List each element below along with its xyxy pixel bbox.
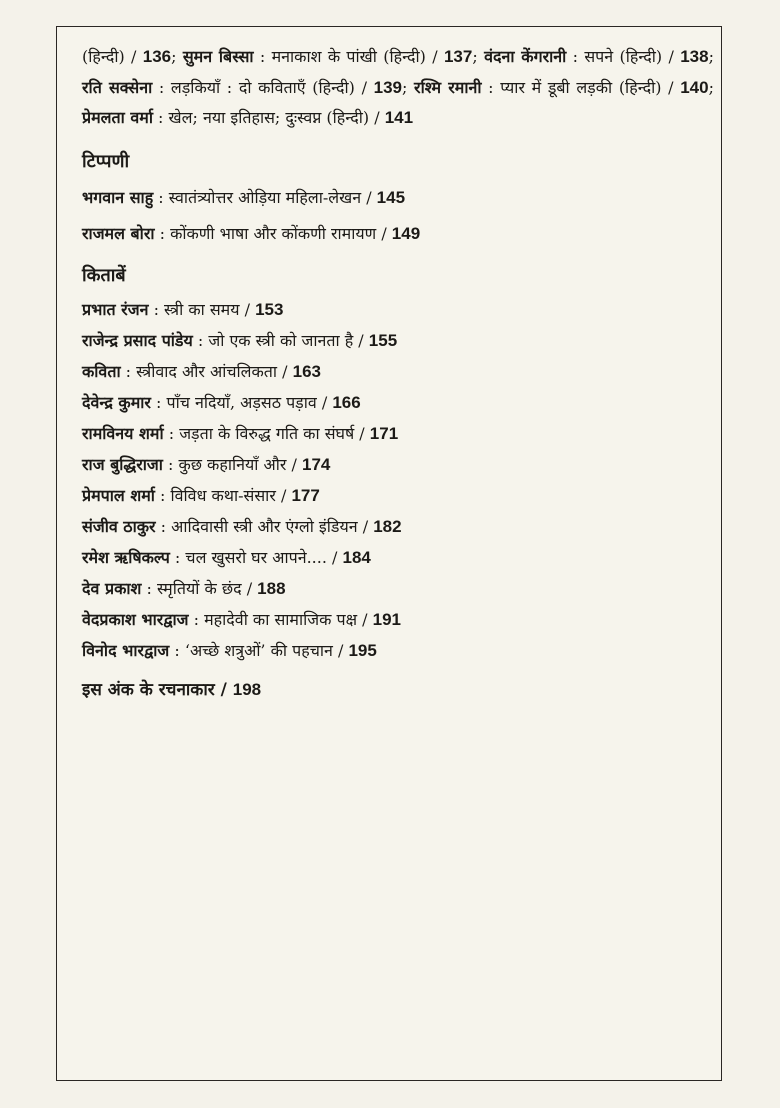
toc-entry: वेदप्रकाश भारद्वाज : महादेवी का सामाजिक पक्ष / 191 (82, 609, 402, 629)
entry-author: देव प्रकाश (82, 578, 142, 598)
cont-seg: 136 (142, 47, 172, 66)
entry-page: 177 (291, 485, 320, 505)
toc-entry: देवेन्द्र कुमार : पाँच नदियाँ, अड़सठ पड़ाव / 166 (82, 392, 361, 412)
entry-title: महादेवी का सामाजिक पक्ष (204, 609, 358, 629)
entry-title: स्त्री का समय (164, 299, 240, 319)
entry-title: पाँच नदियाँ, अड़सठ पड़ाव (166, 392, 317, 412)
entry-page: 149 (391, 223, 421, 243)
cont-seg: रश्मि रमानी (414, 77, 482, 97)
cont-seg: 139 (373, 77, 402, 97)
entry-page: 155 (368, 330, 398, 350)
cont-seg: 141 (384, 108, 414, 127)
contents-page (82, 42, 714, 727)
entry-title: स्वातंत्र्योत्तर ओड़िया महिला-लेखन (168, 187, 362, 207)
entry-title: चल खुसरो घर आपने.... (185, 547, 327, 567)
entry-author: राज बुद्धिराजा (82, 454, 163, 474)
cont-seg: : लड़कियाँ : दो कविताएँ (हिन्दी) / (152, 77, 374, 97)
section-heading: किताबें (82, 264, 126, 286)
entry-page: 174 (302, 454, 331, 474)
entry-author: संजीव ठाकुर (82, 516, 156, 536)
toc-entry: देव प्रकाश : स्मृतियों के छंद / 188 (82, 578, 286, 598)
entry-author: राजमल बोरा (82, 223, 155, 243)
toc-entry: संजीव ठाकुर : आदिवासी स्त्री और एंग्लो इंडियन / 182 (82, 516, 402, 536)
toc-entry: विनोद भारद्वाज : ‘अच्छे शत्रुओं’ की पहचान / 195 (82, 640, 377, 660)
toc-entry: राज बुद्धिराजा : कुछ कहानियाँ और / 174 (82, 454, 331, 474)
toc-entry: कविता : स्त्रीवाद और आंचलिकता / 163 (82, 361, 321, 381)
cont-seg: : खेल; नया इतिहास; दुःस्वप्न (हिन्दी) / (152, 108, 385, 127)
toc-entry: प्रभात रंजन : स्त्री का समय / 153 (82, 299, 284, 319)
toc-entry: राजमल बोरा : कोंकणी भाषा और कोंकणी रामायण / 149 (82, 223, 421, 243)
entry-title: आदिवासी स्त्री और एंग्लो इंडियन (171, 516, 358, 536)
section-kitaben (82, 258, 714, 666)
entry-author: प्रभात रंजन (82, 299, 149, 319)
cont-seg: सुमन बिस्सा (182, 47, 254, 66)
contributors-page: 198 (232, 679, 262, 699)
entry-page: 163 (292, 361, 321, 381)
section-heading: टिप्पणी (82, 150, 130, 172)
entry-title: ‘अच्छे शत्रुओं’ की पहचान (184, 640, 333, 660)
cont-seg: प्रेमलता वर्मा (82, 108, 153, 127)
entry-author: वेदप्रकाश भारद्वाज (82, 609, 189, 629)
entry-page: 166 (332, 392, 361, 412)
entry-title: कुछ कहानियाँ और (178, 454, 287, 474)
toc-entry: राजेन्द्र प्रसाद पांडेय : जो एक स्त्री को जानता है / 155 (82, 330, 398, 350)
entry-title: स्त्रीवाद और आंचलिकता (136, 361, 278, 381)
entry-page: 182 (373, 516, 402, 536)
entry-page: 171 (369, 423, 399, 443)
cont-seg: ; (171, 47, 183, 66)
cont-seg: 137 (443, 47, 473, 66)
entry-author: देवेन्द्र कुमार (82, 392, 151, 412)
entry-page: 184 (342, 547, 371, 567)
entry-author: भगवान साहु (82, 187, 154, 207)
entry-page: 145 (376, 187, 406, 207)
entry-author: प्रेमपाल शर्मा (82, 485, 155, 505)
cont-seg: ; (708, 47, 714, 66)
toc-entry: रामविनय शर्मा : जड़ता के विरुद्ध गति का संघर्ष / 171 (82, 423, 399, 443)
contributors-label: इस अंक के रचनाकार (82, 679, 215, 700)
cont-seg: : सपने (हिन्दी) / (566, 47, 681, 66)
cont-seg: : प्यार में डूबी लड़की (हिन्दी) / (481, 77, 681, 97)
entry-title: विविध कथा-संसार (170, 485, 276, 505)
entry-author: रामविनय शर्मा (82, 423, 164, 443)
toc-entry: प्रेमपाल शर्मा : विविध कथा-संसार / 177 (82, 485, 320, 505)
toc-entry: रमेश ऋषिकल्प : चल खुसरो घर आपने.... / 184 (82, 547, 371, 567)
entry-author: रमेश ऋषिकल्प (82, 547, 170, 567)
cont-seg: ; (708, 77, 714, 97)
cont-seg: वंदना केंगरानी (484, 47, 567, 66)
cont-seg: ; (472, 47, 485, 66)
entry-title: स्मृतियों के छंद (156, 578, 242, 598)
contributors-entry: इस अंक के रचनाकार / 198 (82, 679, 262, 700)
toc-entry: भगवान साहु : स्वातंत्र्योत्तर ओड़िया महिला-लेखन / 145 (82, 187, 406, 207)
cont-seg: : मनाकाश के पांखी (हिन्दी) / (253, 47, 444, 66)
entry-page: 195 (348, 640, 377, 660)
entry-author: विनोद भारद्वाज (82, 640, 170, 660)
entry-author: कविता (82, 361, 121, 381)
cont-seg: (हिन्दी) / (82, 47, 143, 66)
cont-seg: ; (402, 77, 415, 97)
entry-page: 153 (255, 299, 284, 319)
entry-title: कोंकणी भाषा और कोंकणी रामायण (170, 223, 377, 243)
section-tippani (82, 144, 714, 252)
cont-seg: 138 (680, 47, 709, 66)
entry-author: राजेन्द्र प्रसाद पांडेय (82, 330, 193, 350)
continuation-paragraph (82, 42, 714, 134)
entry-title: जो एक स्त्री को जानता है (208, 330, 354, 350)
entry-page: 191 (372, 609, 402, 629)
cont-seg: 140 (680, 77, 709, 97)
entry-title: जड़ता के विरुद्ध गति का संघर्ष (179, 423, 355, 443)
entry-page: 188 (257, 578, 286, 598)
cont-seg: रति सक्सेना (82, 77, 153, 97)
